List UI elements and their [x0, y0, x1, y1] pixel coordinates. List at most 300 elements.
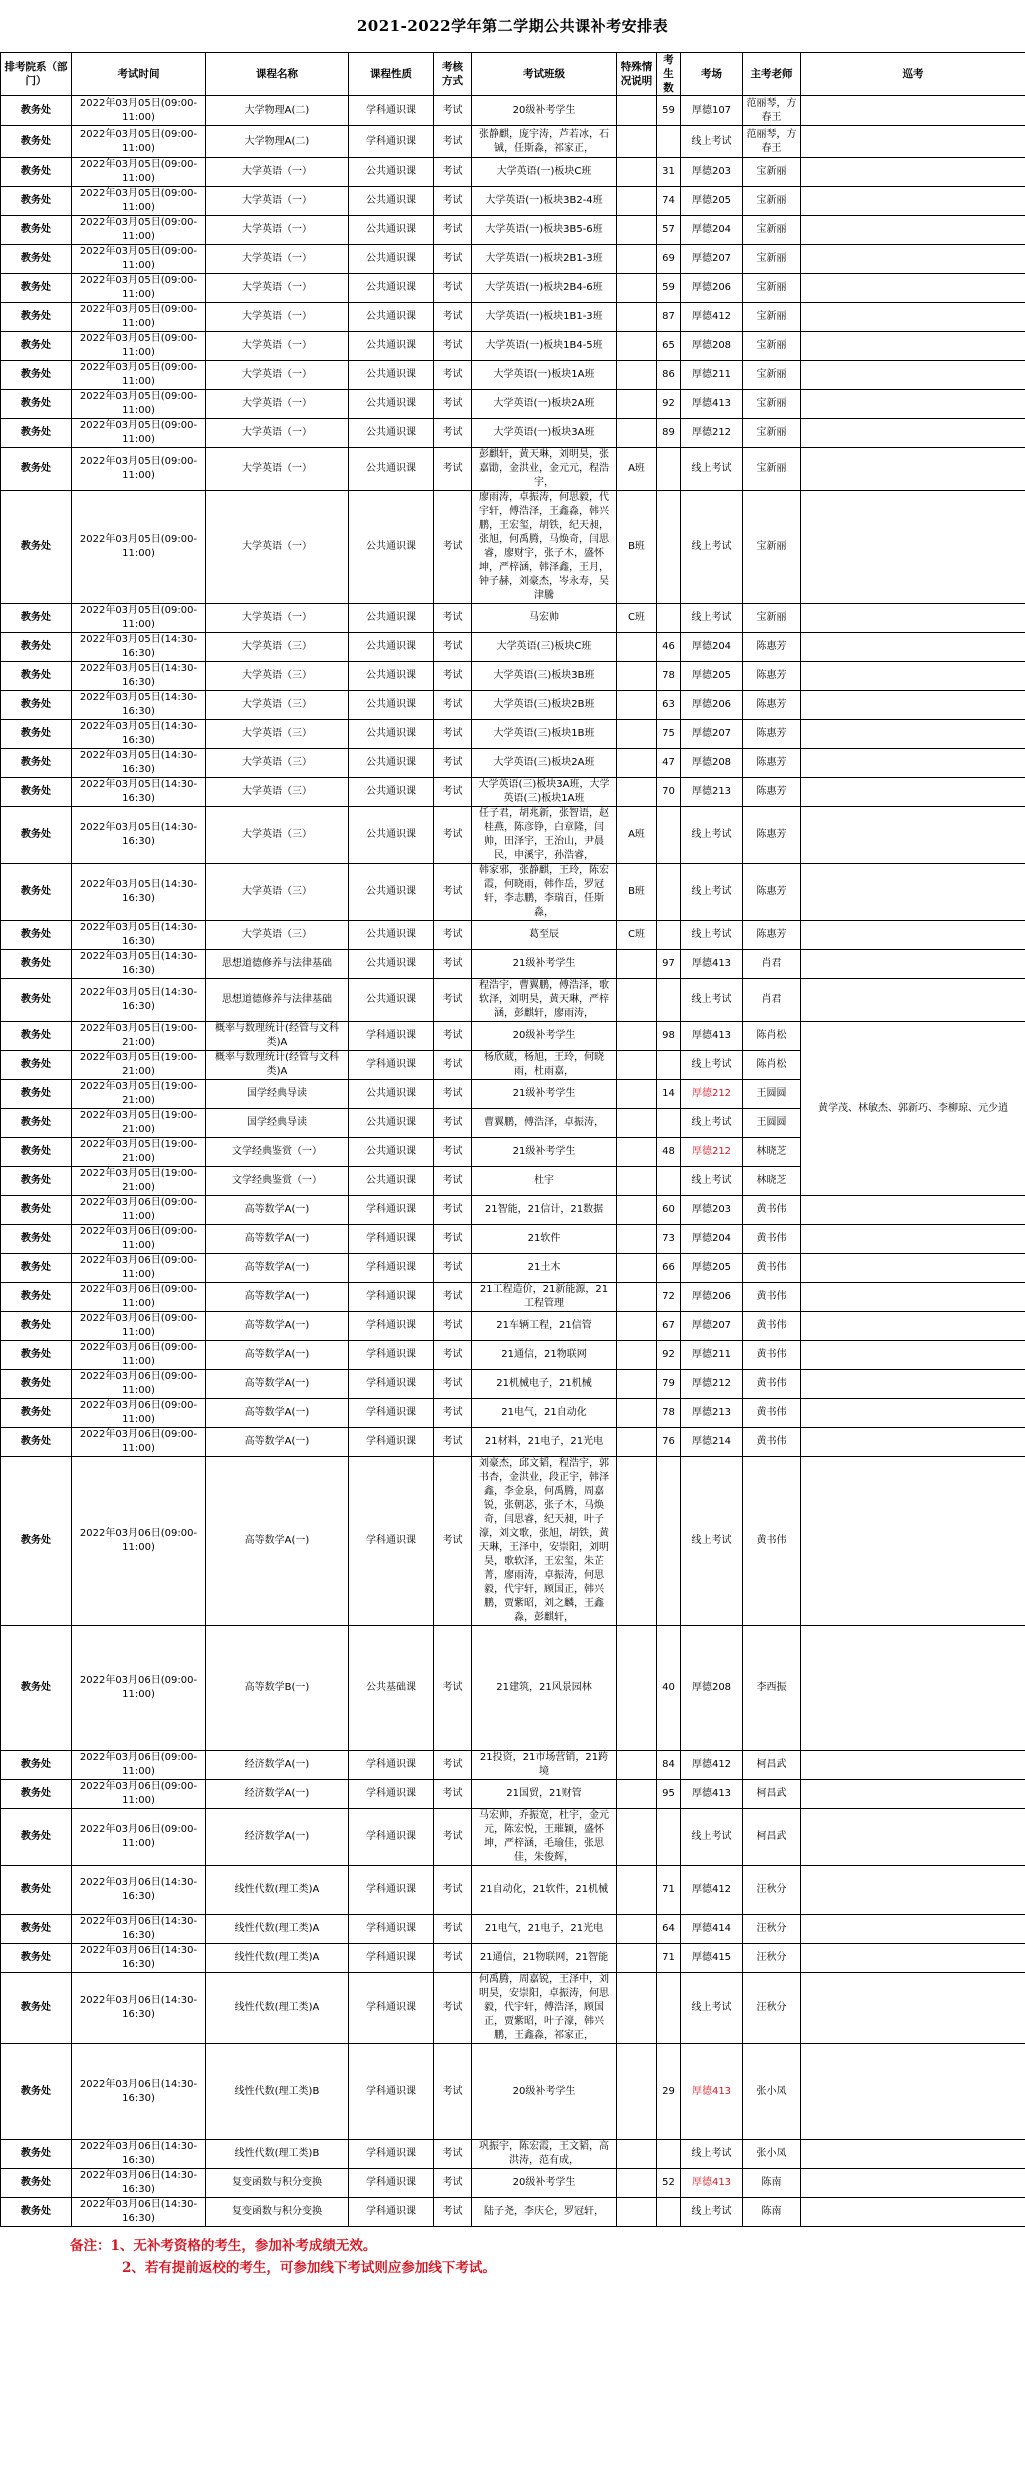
course-cell: 国学经典导读: [206, 1109, 349, 1138]
note-cell: [617, 749, 657, 778]
table-row: [1, 1809, 1025, 1866]
teacher-cell: 陈惠芳: [743, 633, 801, 662]
course-cell: 经济数学A(一): [206, 1751, 349, 1780]
method-cell: 考试: [434, 1341, 472, 1370]
dept-cell: 教务处: [1, 1167, 72, 1196]
class-cell: 程浩宇，曹翼鹏，傅浩泽，歌软泽，刘明昊，黄天琳，严梓涵，彭麒轩，廖雨涛，: [472, 979, 617, 1022]
class-cell: 21通信，21物联网，21智能: [472, 1944, 617, 1973]
dept-cell: 教务处: [1, 1022, 72, 1051]
dept-cell: 教务处: [1, 187, 72, 216]
time-cell: 2022年03月05日(19:00-21:00): [72, 1109, 206, 1138]
dept-cell: 教务处: [1, 1254, 72, 1283]
method-cell: 考试: [434, 390, 472, 419]
room-cell: 厚德205: [681, 662, 743, 691]
method-cell: 考试: [434, 1312, 472, 1341]
nature-cell: 学科通识课: [349, 1866, 434, 1915]
header-dept: 排考院系（部门）: [1, 53, 72, 96]
count-cell: 98: [657, 1022, 681, 1051]
time-cell: 2022年03月06日(14:30-16:30): [72, 2198, 206, 2227]
room-cell: 线上考试: [681, 1809, 743, 1866]
nature-cell: 公共通识课: [349, 361, 434, 390]
nature-cell: 公共通识课: [349, 1109, 434, 1138]
course-cell: 线性代数(理工类)A: [206, 1866, 349, 1915]
count-cell: [657, 2198, 681, 2227]
table-row: [1, 1915, 1025, 1944]
class-cell: 大学英语(三)板块3A班，大学英语(三)板块1A班: [472, 778, 617, 807]
dept-cell: 教务处: [1, 1428, 72, 1457]
dept-cell: 教务处: [1, 778, 72, 807]
teacher-cell: 陈惠芳: [743, 921, 801, 950]
nature-cell: 学科通识课: [349, 1809, 434, 1866]
table-row: [1, 332, 1025, 361]
teacher-cell: 黄书伟: [743, 1312, 801, 1341]
teacher-cell: 柯昌武: [743, 1751, 801, 1780]
proctor-empty-cell: [801, 96, 1025, 126]
time-cell: 2022年03月05日(09:00-11:00): [72, 96, 206, 126]
count-cell: 74: [657, 187, 681, 216]
proctor-empty-cell: [801, 2169, 1025, 2198]
header-teacher: 主考老师: [743, 53, 801, 96]
method-cell: 考试: [434, 604, 472, 633]
method-cell: 考试: [434, 158, 472, 187]
teacher-cell: 黄书伟: [743, 1196, 801, 1225]
class-cell: 杜宇: [472, 1167, 617, 1196]
dept-cell: 教务处: [1, 158, 72, 187]
time-cell: 2022年03月06日(09:00-11:00): [72, 1626, 206, 1751]
time-cell: 2022年03月05日(14:30-16:30): [72, 864, 206, 921]
room-cell: 厚德413: [681, 1022, 743, 1051]
dept-cell: 教务处: [1, 1944, 72, 1973]
nature-cell: 公共通识课: [349, 662, 434, 691]
teacher-cell: 陈南: [743, 2198, 801, 2227]
count-cell: 86: [657, 361, 681, 390]
time-cell: 2022年03月06日(09:00-11:00): [72, 1341, 206, 1370]
count-cell: 79: [657, 1370, 681, 1399]
note-cell: [617, 1973, 657, 2044]
proctor-empty-cell: [801, 448, 1025, 491]
course-cell: 大学英语（一）: [206, 274, 349, 303]
time-cell: 2022年03月05日(09:00-11:00): [72, 216, 206, 245]
nature-cell: 公共通识课: [349, 950, 434, 979]
teacher-cell: 汪秋分: [743, 1944, 801, 1973]
nature-cell: 学科通识课: [349, 1915, 434, 1944]
course-cell: 大学英语（三）: [206, 720, 349, 749]
teacher-cell: 黄书伟: [743, 1341, 801, 1370]
room-cell: 线上考试: [681, 807, 743, 864]
table-row: [1, 1866, 1025, 1915]
class-cell: 21国贸，21财管: [472, 1780, 617, 1809]
note-cell: [617, 1225, 657, 1254]
note-cell: [617, 691, 657, 720]
dept-cell: 教务处: [1, 274, 72, 303]
note-cell: B班: [617, 491, 657, 604]
count-cell: 70: [657, 778, 681, 807]
count-cell: 59: [657, 274, 681, 303]
proctor-empty-cell: [801, 1283, 1025, 1312]
dept-cell: 教务处: [1, 1138, 72, 1167]
time-cell: 2022年03月06日(09:00-11:00): [72, 1283, 206, 1312]
room-cell: 厚德203: [681, 158, 743, 187]
room-cell: 厚德213: [681, 778, 743, 807]
count-cell: 48: [657, 1138, 681, 1167]
teacher-cell: 陈惠芳: [743, 662, 801, 691]
table-row: [1, 1341, 1025, 1370]
dept-cell: 教务处: [1, 1196, 72, 1225]
dept-cell: 教务处: [1, 448, 72, 491]
note-cell: [617, 1457, 657, 1626]
method-cell: 考试: [434, 1626, 472, 1751]
proctor-empty-cell: [801, 1312, 1025, 1341]
count-cell: 47: [657, 749, 681, 778]
dept-cell: 教务处: [1, 390, 72, 419]
count-cell: 73: [657, 1225, 681, 1254]
method-cell: 考试: [434, 1780, 472, 1809]
class-cell: 20级补考学生: [472, 96, 617, 126]
table-row: [1, 604, 1025, 633]
teacher-cell: 林晓芝: [743, 1138, 801, 1167]
method-cell: 考试: [434, 1283, 472, 1312]
table-row: [1, 303, 1025, 332]
dept-cell: 教务处: [1, 1915, 72, 1944]
dept-cell: 教务处: [1, 361, 72, 390]
count-cell: [657, 491, 681, 604]
note-cell: [617, 2198, 657, 2227]
dept-cell: 教务处: [1, 1626, 72, 1751]
note-cell: [617, 1751, 657, 1780]
proctor-empty-cell: [801, 691, 1025, 720]
time-cell: 2022年03月06日(09:00-11:00): [72, 1457, 206, 1626]
note-cell: [617, 1138, 657, 1167]
teacher-cell: 陈惠芳: [743, 778, 801, 807]
teacher-cell: 汪秋分: [743, 1866, 801, 1915]
class-cell: 廖雨涛，卓振涛，何思毅，代宇轩，傅浩泽，王鑫淼，韩兴鹏，王宏玺，胡铁，纪天昶，张旭，何禹腾，马焕奇，闫思睿，廖财宇，张子木，盛怀坤，严梓涵，韩泽鑫，王月，钟子赫，刘豪杰，岑永寿，吴津騰: [472, 491, 617, 604]
teacher-cell: 宝新丽: [743, 361, 801, 390]
course-cell: 大学物理A(二): [206, 126, 349, 158]
time-cell: 2022年03月05日(19:00-21:00): [72, 1167, 206, 1196]
dept-cell: 教务处: [1, 96, 72, 126]
proctor-empty-cell: [801, 1944, 1025, 1973]
room-cell: 厚德208: [681, 1626, 743, 1751]
nature-cell: 学科通识课: [349, 1225, 434, 1254]
room-cell: 线上考试: [681, 126, 743, 158]
nature-cell: 公共通识课: [349, 274, 434, 303]
course-cell: 线性代数(理工类)B: [206, 2140, 349, 2169]
room-cell: 厚德412: [681, 303, 743, 332]
room-cell: 厚德205: [681, 1254, 743, 1283]
note-cell: [617, 1051, 657, 1080]
teacher-cell: 张小凤: [743, 2044, 801, 2140]
note-cell: [617, 1254, 657, 1283]
method-cell: 考试: [434, 691, 472, 720]
course-cell: 大学英语（一）: [206, 448, 349, 491]
teacher-cell: 黄书伟: [743, 1283, 801, 1312]
dept-cell: 教务处: [1, 1109, 72, 1138]
count-cell: 57: [657, 216, 681, 245]
dept-cell: 教务处: [1, 1780, 72, 1809]
dept-cell: 教务处: [1, 720, 72, 749]
method-cell: 考试: [434, 720, 472, 749]
proctor-empty-cell: [801, 633, 1025, 662]
nature-cell: 学科通识课: [349, 1370, 434, 1399]
method-cell: 考试: [434, 1944, 472, 1973]
teacher-cell: 宝新丽: [743, 245, 801, 274]
room-cell: 厚德204: [681, 633, 743, 662]
room-cell: 厚德205: [681, 187, 743, 216]
course-cell: 文学经典鉴赏（一）: [206, 1138, 349, 1167]
method-cell: 考试: [434, 1167, 472, 1196]
note-cell: [617, 303, 657, 332]
time-cell: 2022年03月05日(09:00-11:00): [72, 332, 206, 361]
time-cell: 2022年03月06日(14:30-16:30): [72, 2169, 206, 2198]
room-cell: 厚德413: [681, 1780, 743, 1809]
note-cell: [617, 274, 657, 303]
proctor-empty-cell: [801, 720, 1025, 749]
proctor-empty-cell: [801, 1866, 1025, 1915]
room-cell: 厚德206: [681, 1283, 743, 1312]
note-cell: [617, 662, 657, 691]
dept-cell: 教务处: [1, 2044, 72, 2140]
count-cell: 75: [657, 720, 681, 749]
time-cell: 2022年03月05日(09:00-11:00): [72, 187, 206, 216]
class-cell: 陆子尧，李庆仑，罗冠轩，: [472, 2198, 617, 2227]
course-cell: 大学英语（三）: [206, 778, 349, 807]
count-cell: 71: [657, 1944, 681, 1973]
table-row: [1, 1944, 1025, 1973]
time-cell: 2022年03月06日(14:30-16:30): [72, 1866, 206, 1915]
course-cell: 高等数学A(一): [206, 1341, 349, 1370]
count-cell: 95: [657, 1780, 681, 1809]
nature-cell: 学科通识课: [349, 1196, 434, 1225]
count-cell: [657, 604, 681, 633]
room-cell: 厚德207: [681, 245, 743, 274]
method-cell: 考试: [434, 1225, 472, 1254]
count-cell: [657, 448, 681, 491]
teacher-cell: 宝新丽: [743, 158, 801, 187]
method-cell: 考试: [434, 2198, 472, 2227]
proctor-empty-cell: [801, 390, 1025, 419]
dept-cell: 教务处: [1, 1973, 72, 2044]
note-cell: [617, 1167, 657, 1196]
method-cell: 考试: [434, 245, 472, 274]
nature-cell: 学科通识课: [349, 1341, 434, 1370]
teacher-cell: 宝新丽: [743, 274, 801, 303]
table-row: [1, 126, 1025, 158]
class-cell: 大学英语(一)板块C班: [472, 158, 617, 187]
schedule-body: [1, 96, 1025, 2227]
proctor-empty-cell: [801, 1751, 1025, 1780]
nature-cell: 学科通识课: [349, 1254, 434, 1283]
class-cell: 大学英语(三)板块2B班: [472, 691, 617, 720]
count-cell: 76: [657, 1428, 681, 1457]
course-cell: 高等数学B(一): [206, 1626, 349, 1751]
method-cell: 考试: [434, 1973, 472, 2044]
method-cell: 考试: [434, 187, 472, 216]
note-cell: A班: [617, 448, 657, 491]
table-row: [1, 96, 1025, 126]
time-cell: 2022年03月06日(14:30-16:30): [72, 2044, 206, 2140]
method-cell: 考试: [434, 126, 472, 158]
course-cell: 高等数学A(一): [206, 1196, 349, 1225]
class-cell: 21级补考学生: [472, 950, 617, 979]
proctor-empty-cell: [801, 245, 1025, 274]
count-cell: 60: [657, 1196, 681, 1225]
time-cell: 2022年03月05日(09:00-11:00): [72, 245, 206, 274]
course-cell: 大学物理A(二): [206, 96, 349, 126]
nature-cell: 学科通识课: [349, 1457, 434, 1626]
nature-cell: 公共通识课: [349, 778, 434, 807]
course-cell: 大学英语（三）: [206, 807, 349, 864]
nature-cell: 公共通识课: [349, 691, 434, 720]
time-cell: 2022年03月05日(14:30-16:30): [72, 979, 206, 1022]
count-cell: 46: [657, 633, 681, 662]
dept-cell: 教务处: [1, 1225, 72, 1254]
note-cell: [617, 1915, 657, 1944]
proctor-empty-cell: [801, 2044, 1025, 2140]
table-row: [1, 950, 1025, 979]
table-row: [1, 1196, 1025, 1225]
table-row: [1, 187, 1025, 216]
note-cell: [617, 1866, 657, 1915]
note-cell: A班: [617, 807, 657, 864]
dept-cell: 教务处: [1, 691, 72, 720]
room-cell: 厚德413: [681, 950, 743, 979]
header-time: 考试时间: [72, 53, 206, 96]
proctor-empty-cell: [801, 1626, 1025, 1751]
note-cell: C班: [617, 604, 657, 633]
note-cell: [617, 216, 657, 245]
room-cell: 厚德412: [681, 1751, 743, 1780]
time-cell: 2022年03月05日(09:00-11:00): [72, 361, 206, 390]
room-cell: 厚德204: [681, 1225, 743, 1254]
room-cell: 厚德212: [681, 419, 743, 448]
dept-cell: 教务处: [1, 749, 72, 778]
class-cell: 21投资，21市场营销，21跨境: [472, 1751, 617, 1780]
class-cell: 20级补考学生: [472, 2044, 617, 2140]
nature-cell: 公共通识课: [349, 216, 434, 245]
method-cell: 考试: [434, 1109, 472, 1138]
teacher-cell: 李西振: [743, 1626, 801, 1751]
method-cell: 考试: [434, 1457, 472, 1626]
count-cell: [657, 1051, 681, 1080]
teacher-cell: 黄书伟: [743, 1457, 801, 1626]
note-cell: [617, 390, 657, 419]
dept-cell: 教务处: [1, 1866, 72, 1915]
teacher-cell: 陈惠芳: [743, 720, 801, 749]
time-cell: 2022年03月05日(14:30-16:30): [72, 921, 206, 950]
count-cell: 40: [657, 1626, 681, 1751]
nature-cell: 学科通识课: [349, 126, 434, 158]
course-cell: 高等数学A(一): [206, 1399, 349, 1428]
table-row: [1, 274, 1025, 303]
room-cell: 线上考试: [681, 604, 743, 633]
note-cell: [617, 419, 657, 448]
count-cell: 71: [657, 1866, 681, 1915]
nature-cell: 学科通识课: [349, 2169, 434, 2198]
proctor-empty-cell: [801, 662, 1025, 691]
class-cell: 21车辆工程，21信管: [472, 1312, 617, 1341]
table-row: [1, 1399, 1025, 1428]
room-cell: 厚德212: [681, 1138, 743, 1167]
method-cell: 考试: [434, 274, 472, 303]
note-cell: [617, 1809, 657, 1866]
schedule-table: [0, 52, 1025, 2227]
header-room: 考场: [681, 53, 743, 96]
dept-cell: 教务处: [1, 332, 72, 361]
teacher-cell: 陈惠芳: [743, 691, 801, 720]
table-row: [1, 361, 1025, 390]
nature-cell: 公共通识课: [349, 419, 434, 448]
table-row: [1, 419, 1025, 448]
proctor-empty-cell: [801, 332, 1025, 361]
count-cell: [657, 126, 681, 158]
course-cell: 高等数学A(一): [206, 1225, 349, 1254]
class-cell: 巩振宇，陈宏霞，王文韬，高洪涛，范有成，: [472, 2140, 617, 2169]
count-cell: [657, 807, 681, 864]
proctor-empty-cell: [801, 979, 1025, 1022]
dept-cell: 教务处: [1, 245, 72, 274]
class-cell: 21级补考学生: [472, 1080, 617, 1109]
count-cell: 89: [657, 419, 681, 448]
count-cell: 87: [657, 303, 681, 332]
course-cell: 思想道德修养与法律基础: [206, 979, 349, 1022]
class-cell: 21自动化，21软件，21机械: [472, 1866, 617, 1915]
proctor-empty-cell: [801, 216, 1025, 245]
room-cell: 线上考试: [681, 979, 743, 1022]
header-class: 考试班级: [472, 53, 617, 96]
method-cell: 考试: [434, 979, 472, 1022]
note-cell: [617, 1428, 657, 1457]
method-cell: 考试: [434, 778, 472, 807]
proctor-empty-cell: [801, 303, 1025, 332]
course-cell: 大学英语（三）: [206, 662, 349, 691]
class-cell: 20级补考学生: [472, 1022, 617, 1051]
nature-cell: 公共通识课: [349, 332, 434, 361]
table-row: [1, 979, 1025, 1022]
table-row: [1, 1312, 1025, 1341]
method-cell: 考试: [434, 1138, 472, 1167]
header-proctors: 巡考: [801, 53, 1025, 96]
method-cell: 考试: [434, 950, 472, 979]
time-cell: 2022年03月06日(14:30-16:30): [72, 1915, 206, 1944]
count-cell: [657, 1167, 681, 1196]
time-cell: 2022年03月05日(09:00-11:00): [72, 158, 206, 187]
time-cell: 2022年03月06日(09:00-11:00): [72, 1370, 206, 1399]
note-cell: [617, 1109, 657, 1138]
course-cell: 大学英语（一）: [206, 361, 349, 390]
header-course: 课程名称: [206, 53, 349, 96]
method-cell: 考试: [434, 1022, 472, 1051]
nature-cell: 公共通识课: [349, 187, 434, 216]
proctor-empty-cell: [801, 1341, 1025, 1370]
nature-cell: 公共通识课: [349, 158, 434, 187]
teacher-cell: 黄书伟: [743, 1428, 801, 1457]
course-cell: 高等数学A(一): [206, 1283, 349, 1312]
course-cell: 高等数学A(一): [206, 1370, 349, 1399]
proctor-empty-cell: [801, 778, 1025, 807]
table-row: [1, 1751, 1025, 1780]
note-cell: [617, 2044, 657, 2140]
nature-cell: 公共通识课: [349, 979, 434, 1022]
proctor-empty-cell: [801, 864, 1025, 921]
method-cell: 考试: [434, 1254, 472, 1283]
proctor-empty-cell: [801, 1225, 1025, 1254]
method-cell: 考试: [434, 448, 472, 491]
class-cell: 大学英语(一)板块2A班: [472, 390, 617, 419]
room-cell: 厚德211: [681, 361, 743, 390]
course-cell: 线性代数(理工类)A: [206, 1915, 349, 1944]
time-cell: 2022年03月05日(14:30-16:30): [72, 778, 206, 807]
table-row: [1, 662, 1025, 691]
